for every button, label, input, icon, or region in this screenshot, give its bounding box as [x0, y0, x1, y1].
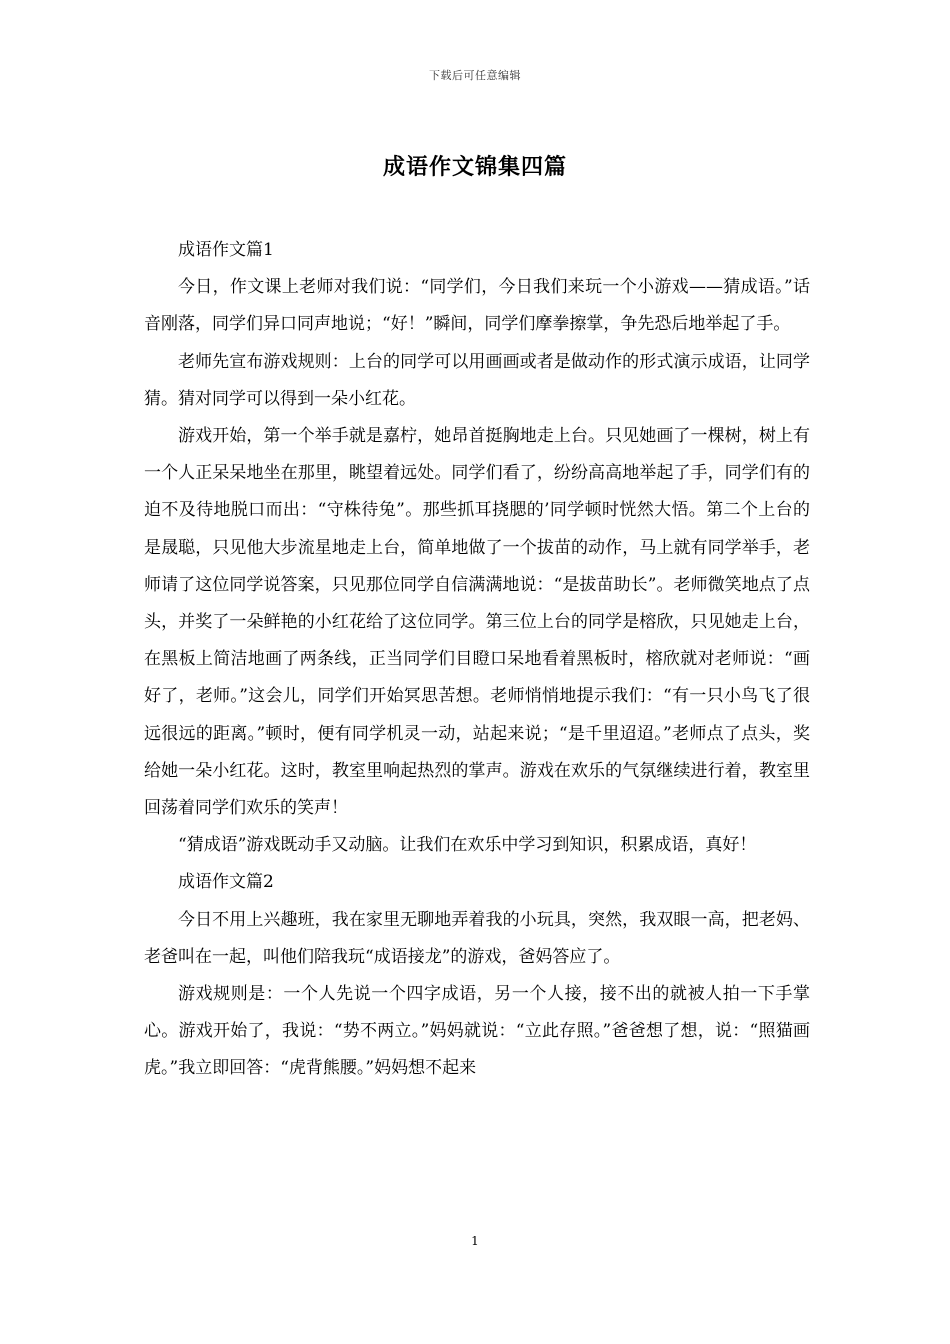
body-paragraph: 今日不用上兴趣班，我在家里无聊地弄着我的小玩具，突然，我双眼一高，把老妈、老爸叫在一起，叫他们陪我玩“成语接龙”的游戏，爸妈答应了。 — [144, 909, 810, 967]
section-heading-2: 成语作文篇2 — [178, 872, 274, 893]
page-number: 1 — [471, 1234, 479, 1248]
body-paragraph: 老师先宣布游戏规则：上台的同学可以用画画或者是做动作的形式演示成语，让同学猜。猜对同学可以得到一朵小红花。 — [144, 351, 810, 409]
document-title: 成语作文锦集四篇 — [382, 154, 567, 180]
document-body — [144, 232, 810, 1088]
body-paragraph: 游戏开始，第一个举手就是嘉柠，她昂首挺胸地走上台。只见她画了一棵树，树上有一个人正呆呆地坐在那里，眺望着远处。同学们看了，纷纷高高地举起了手，同学们有的迫不及待地脱口而出：“守株待兔”。那些抓耳挠腮的’同学顿时恍然大悟。第二个上台的是晟聪，只见他大步流星地走上台，简单地做了一个拔苗的动作，马上就有同学举手，老师请了这位同学说答案，只见那位同学自信满满地说：“是拔苗助长”。老师微笑地点了点头，并奖了一朵鲜艳的小红花给了这位同学。第三位上台的同学是榕欣，只见她走上台，在黑板上简洁地画了两条线，正当同学们目瞪口呆地看着黑板时，榕欣就对老师说：“画好了，老师。”这会儿，同学们开始冥思苦想。老师悄悄地提示我们：“有一只小鸟飞了很远很远的距离。”顿时，便有同学机灵一动，站起来说；“是千里迢迢。”老师点了点头，奖给她一朵小红花。这时，教室里响起热烈的掌声。游戏在欢乐的气氛继续进行着，教室里回荡着同学们欢乐的笑声！ — [144, 426, 810, 819]
body-paragraph: 游戏规则是：一个人先说一个四字成语，另一个人接，接不出的就被人拍一下手掌心。游戏开始了，我说：“势不两立。”妈妈就说：“立此存照。”爸爸想了想，说：“照猫画虎。”我立即回答：“虎背熊腰。”妈妈想不起来 — [144, 984, 810, 1079]
body-paragraph: 今日，作文课上老师对我们说：“同学们，今日我们来玩一个小游戏——猜成语。”话音刚落，同学们异口同声地说；“好！”瞬间，同学们摩拳擦掌，争先恐后地举起了手。 — [144, 277, 810, 335]
header-note: 下载后可任意编辑 — [429, 69, 521, 82]
section-heading-1: 成语作文篇1 — [178, 240, 274, 260]
body-paragraph: “猜成语”游戏既动手又动脑。让我们在欢乐中学习到知识，积累成语，真好！ — [178, 835, 757, 856]
